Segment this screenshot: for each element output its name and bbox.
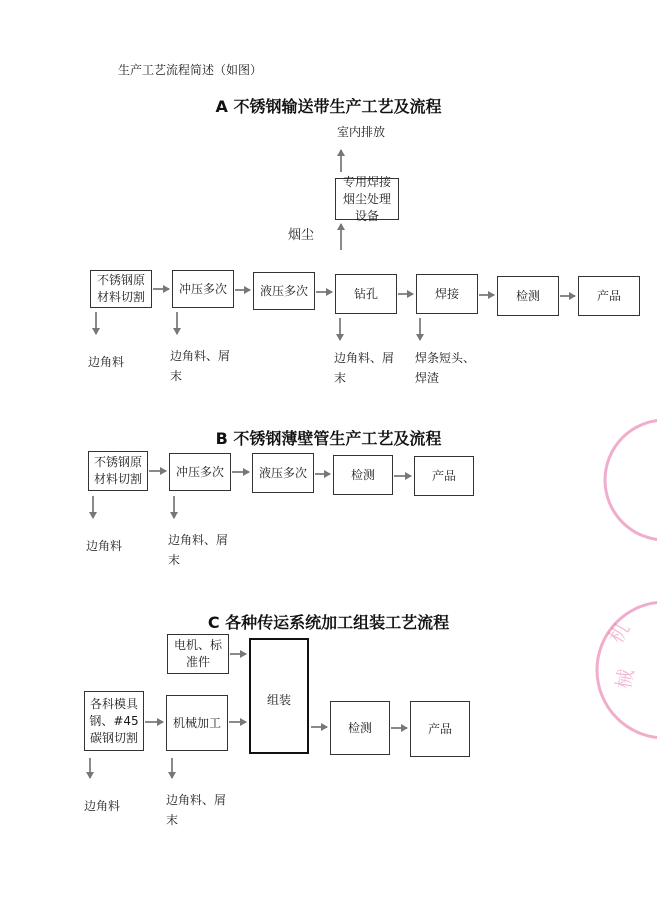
a-waste-1: 边角料 [88,355,125,369]
c-step-assembly: 组装 [249,638,309,754]
fume-label: 烟尘 [288,228,315,243]
section-c-title: C 各种传运系统加工组装工艺流程 [207,613,450,632]
a-step-drilling: 钻孔 [335,274,397,314]
page-heading: 生产工艺流程简述（如图） [118,63,263,77]
b-step-cut: 不锈钢原材料切割 [88,451,148,491]
b-step-hydraulic: 液压多次 [252,453,314,493]
a-step-inspection: 检测 [497,276,559,316]
svg-text:机: 机 [603,618,635,648]
a-step-cut: 不锈钢原材料切割 [90,270,152,308]
company-seal-icon [590,410,657,750]
a-step-product: 产品 [578,276,640,316]
a-waste-2: 边角料、屑末 [170,349,231,383]
exhaust-label: 室内排放 [337,125,386,139]
a-waste-4: 焊条短头、焊渣 [415,351,476,385]
c-waste-2: 边角料、屑末 [166,793,227,827]
section-a-title: A 不锈钢输送带生产工艺及流程 [215,97,442,116]
section-b-title: B 不锈钢薄壁管生产工艺及流程 [215,429,442,448]
b-waste-1: 边角料 [86,539,123,553]
c-step-machining: 机械加工 [166,695,228,751]
svg-text:械: 械 [611,667,639,691]
b-step-stamping: 冲压多次 [169,453,231,491]
a-waste-3: 边角料、屑末 [334,351,395,385]
b-waste-2: 边角料、屑末 [168,533,229,567]
fume-device-box: 专用焊接烟尘处理设备 [335,178,399,220]
a-step-welding: 焊接 [416,274,478,314]
c-step-cut: 各科模具钢、#45碳钢切割 [84,691,144,751]
c-step-product: 产品 [410,701,470,757]
a-step-stamping: 冲压多次 [172,270,234,308]
c-waste-1: 边角料 [84,799,121,813]
a-step-hydraulic: 液压多次 [253,272,315,310]
c-step-inspection: 检测 [330,701,390,755]
c-parts-input: 电机、标准件 [167,634,229,674]
b-step-product: 产品 [414,456,474,496]
b-step-inspection: 检测 [333,455,393,495]
